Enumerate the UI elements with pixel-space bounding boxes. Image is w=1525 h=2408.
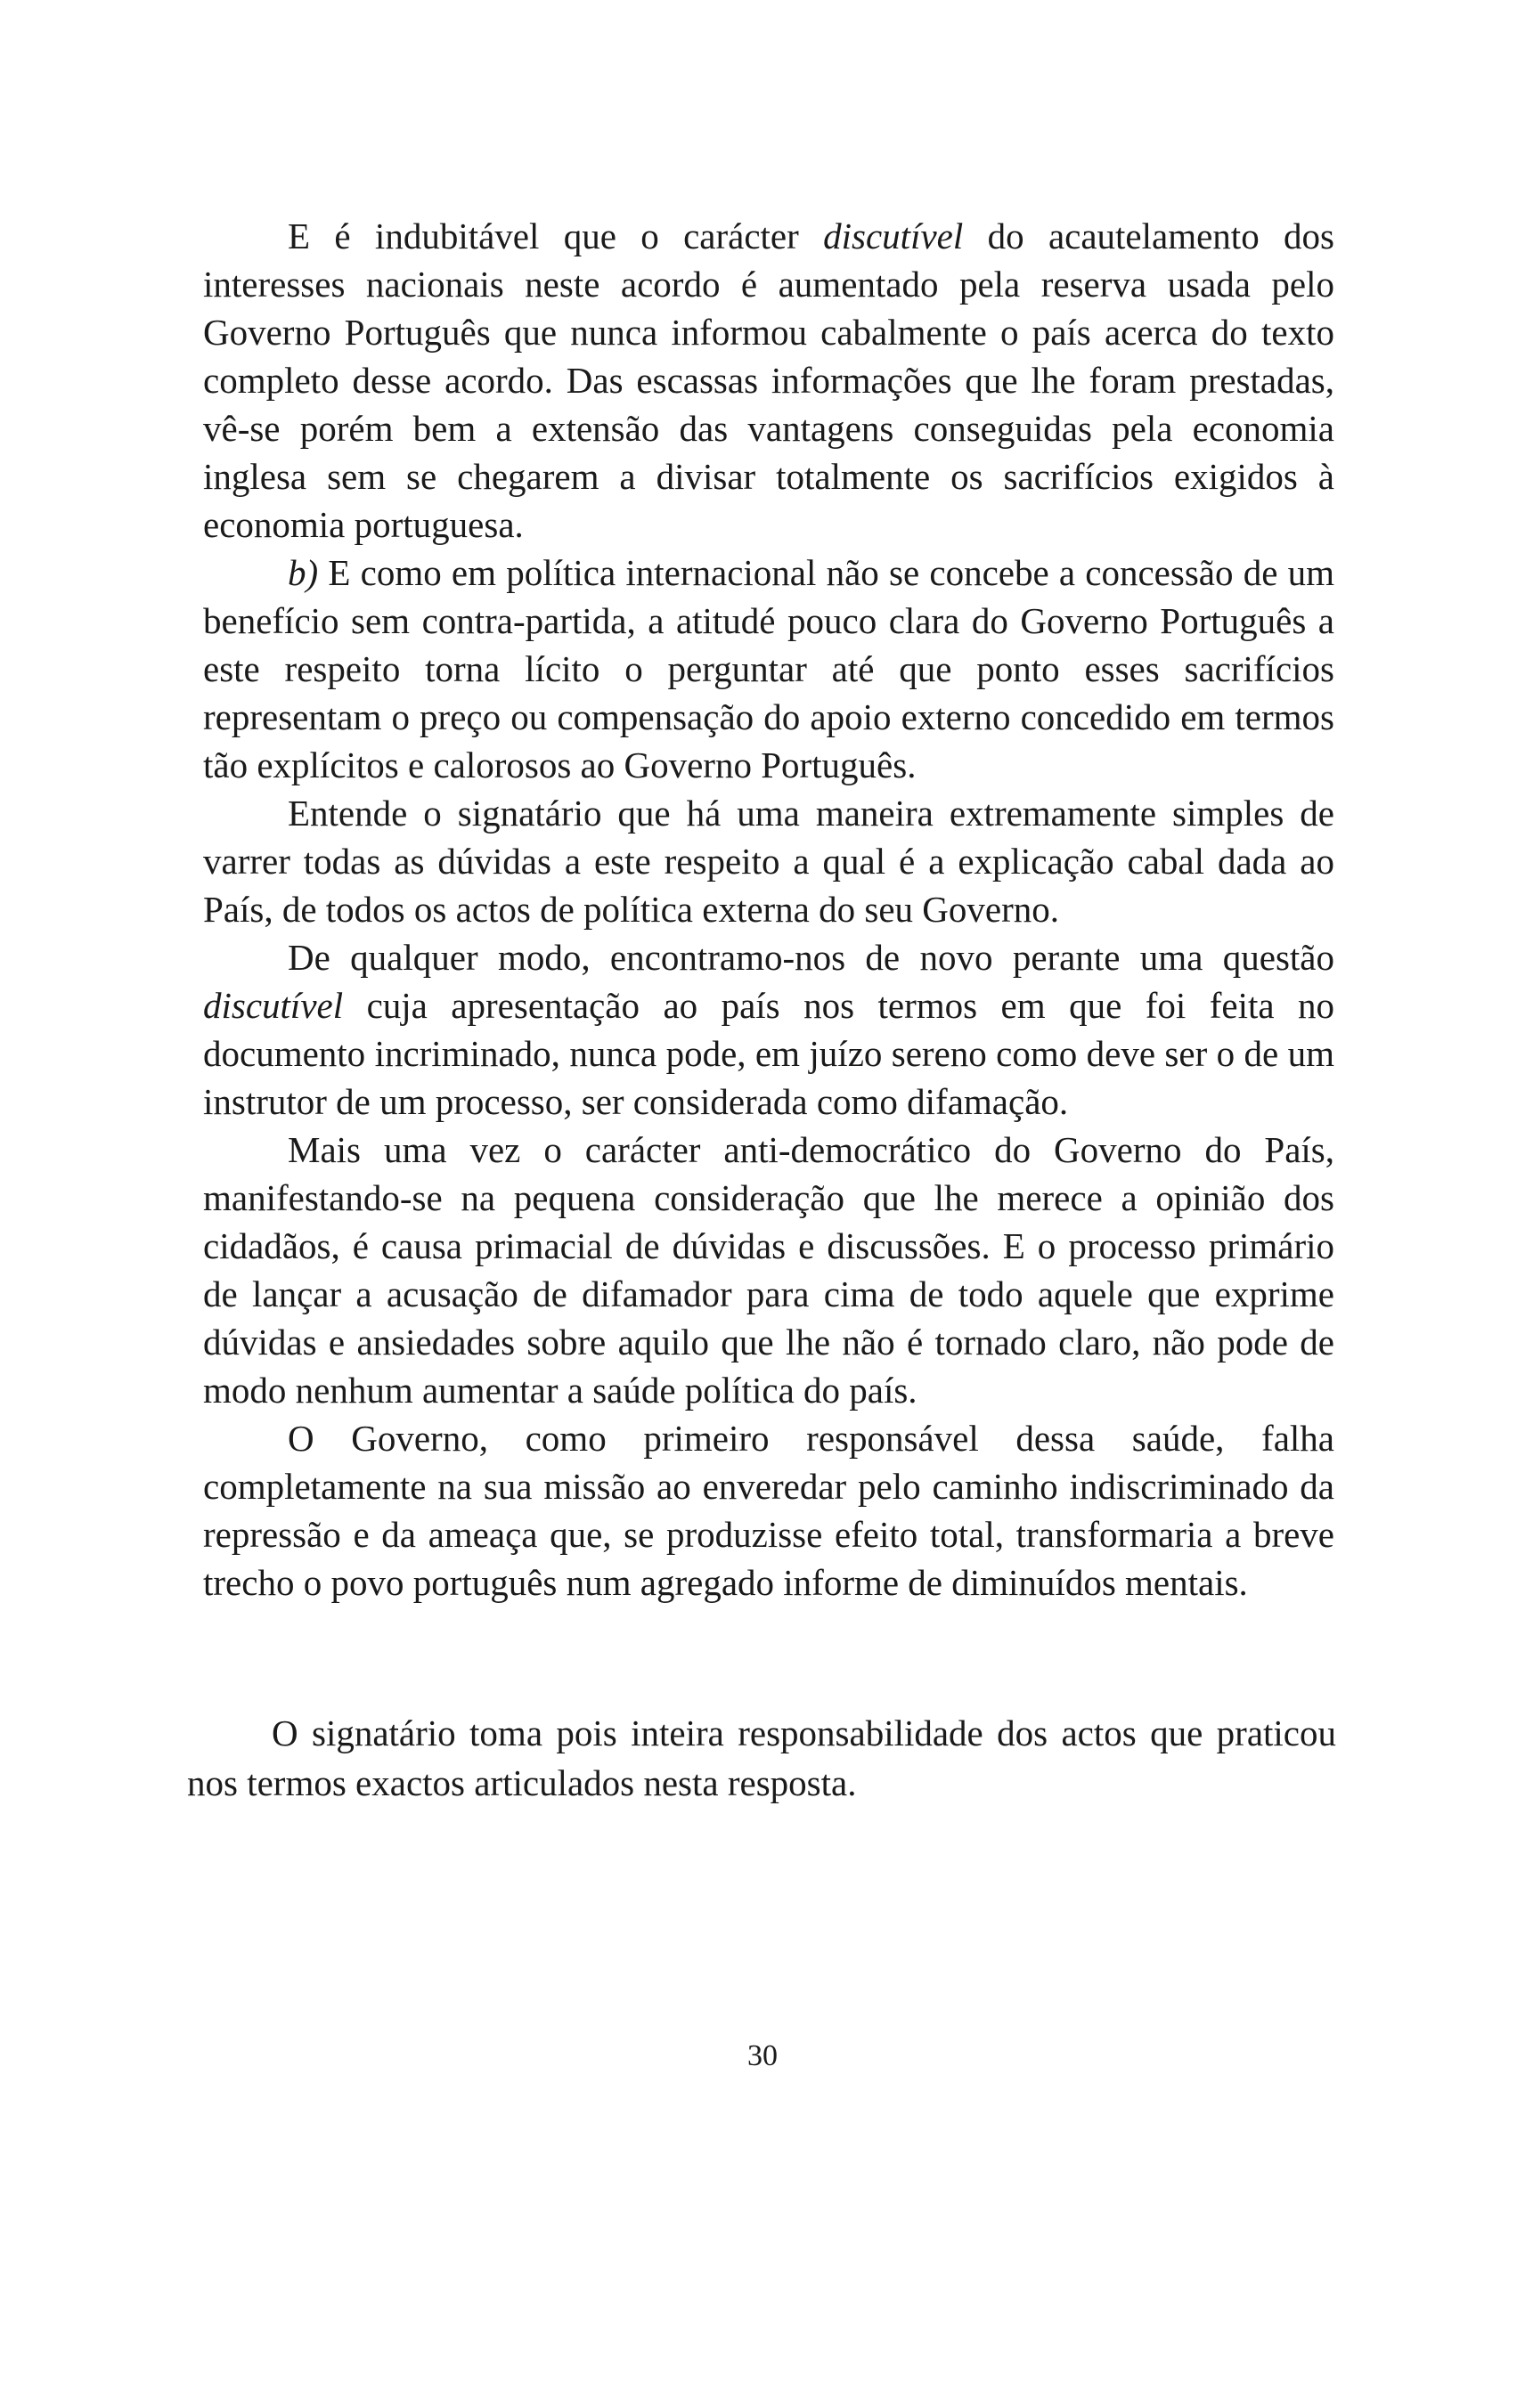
closing-paragraph: O signatário toma pois inteira responsabilidade dos actos que praticou nos termos exactos articulados nesta resposta. bbox=[187, 1712, 1336, 1803]
paragraph-5: Mais uma vez o carácter anti-democrático do Governo do País, manifestando-se na pequena consideração que lhe merece a opinião dos cidadãos, é causa primacial de dúvidas e discussões. E o processo primário de lançar a acusação de difamador para cima de todo aquele que exprime dúvidas e ansiedades sobre aquilo que lhe não é tornado claro, não pode de modo nenhum aumentar a saúde política do país. bbox=[203, 1129, 1334, 1411]
paragraph-3: Entende o signatário que há uma maneira extremamente simples de varrer todas as dúvidas a este respeito a qual é a explicação cabal dada ao País, de todos os actos de política externa do seu Governo. bbox=[203, 793, 1334, 930]
paragraph-2: b) E como em política internacional não se concebe a concessão de um benefício sem contra-partida, a atitudé pouco clara do Governo Português a este respeito torna lícito o perguntar até que ponto esses sacrifícios representam o preço ou compensação do apoio externo concedido em termos tão explícitos e calorosos ao Governo Português. bbox=[203, 552, 1334, 785]
item-marker: b) bbox=[288, 552, 319, 593]
paragraph-6: O Governo, como primeiro responsável dessa saúde, falha completamente na sua missão ao enveredar pelo caminho indiscriminado da repressão e da ameaça que, se produzisse efeito total, transformaria a breve trecho o povo português num agregado informe de diminuídos mentais. bbox=[203, 1418, 1334, 1603]
body-text bbox=[203, 212, 1334, 1607]
paragraph-1: E é indubitável que o carácter discutível do acautelamento dos interesses nacionais neste acordo é aumentado pela reserva usada pelo Governo Português que nunca informou cabalmente o país acerca do texto completo desse acordo. Das escassas informações que lhe foram prestadas, vê-se porém bem a extensão das vantagens conseguidas pela economia inglesa sem se chegarem a divisar totalmente os sacrifícios exigidos à economia portuguesa. bbox=[203, 216, 1334, 545]
italic-term: discutível bbox=[823, 216, 964, 256]
page-number: 30 bbox=[747, 2039, 778, 2072]
paragraph-4: De qualquer modo, encontramo-nos de novo perante uma questão discutível cuja apresentação ao país nos termos em que foi feita no documento incriminado, nunca pode, em juízo sereno como deve ser o de um instrutor de um processo, ser considerada como difamação. bbox=[203, 937, 1334, 1122]
closing-statement bbox=[187, 1708, 1336, 1808]
italic-term: discutível bbox=[203, 985, 344, 1026]
